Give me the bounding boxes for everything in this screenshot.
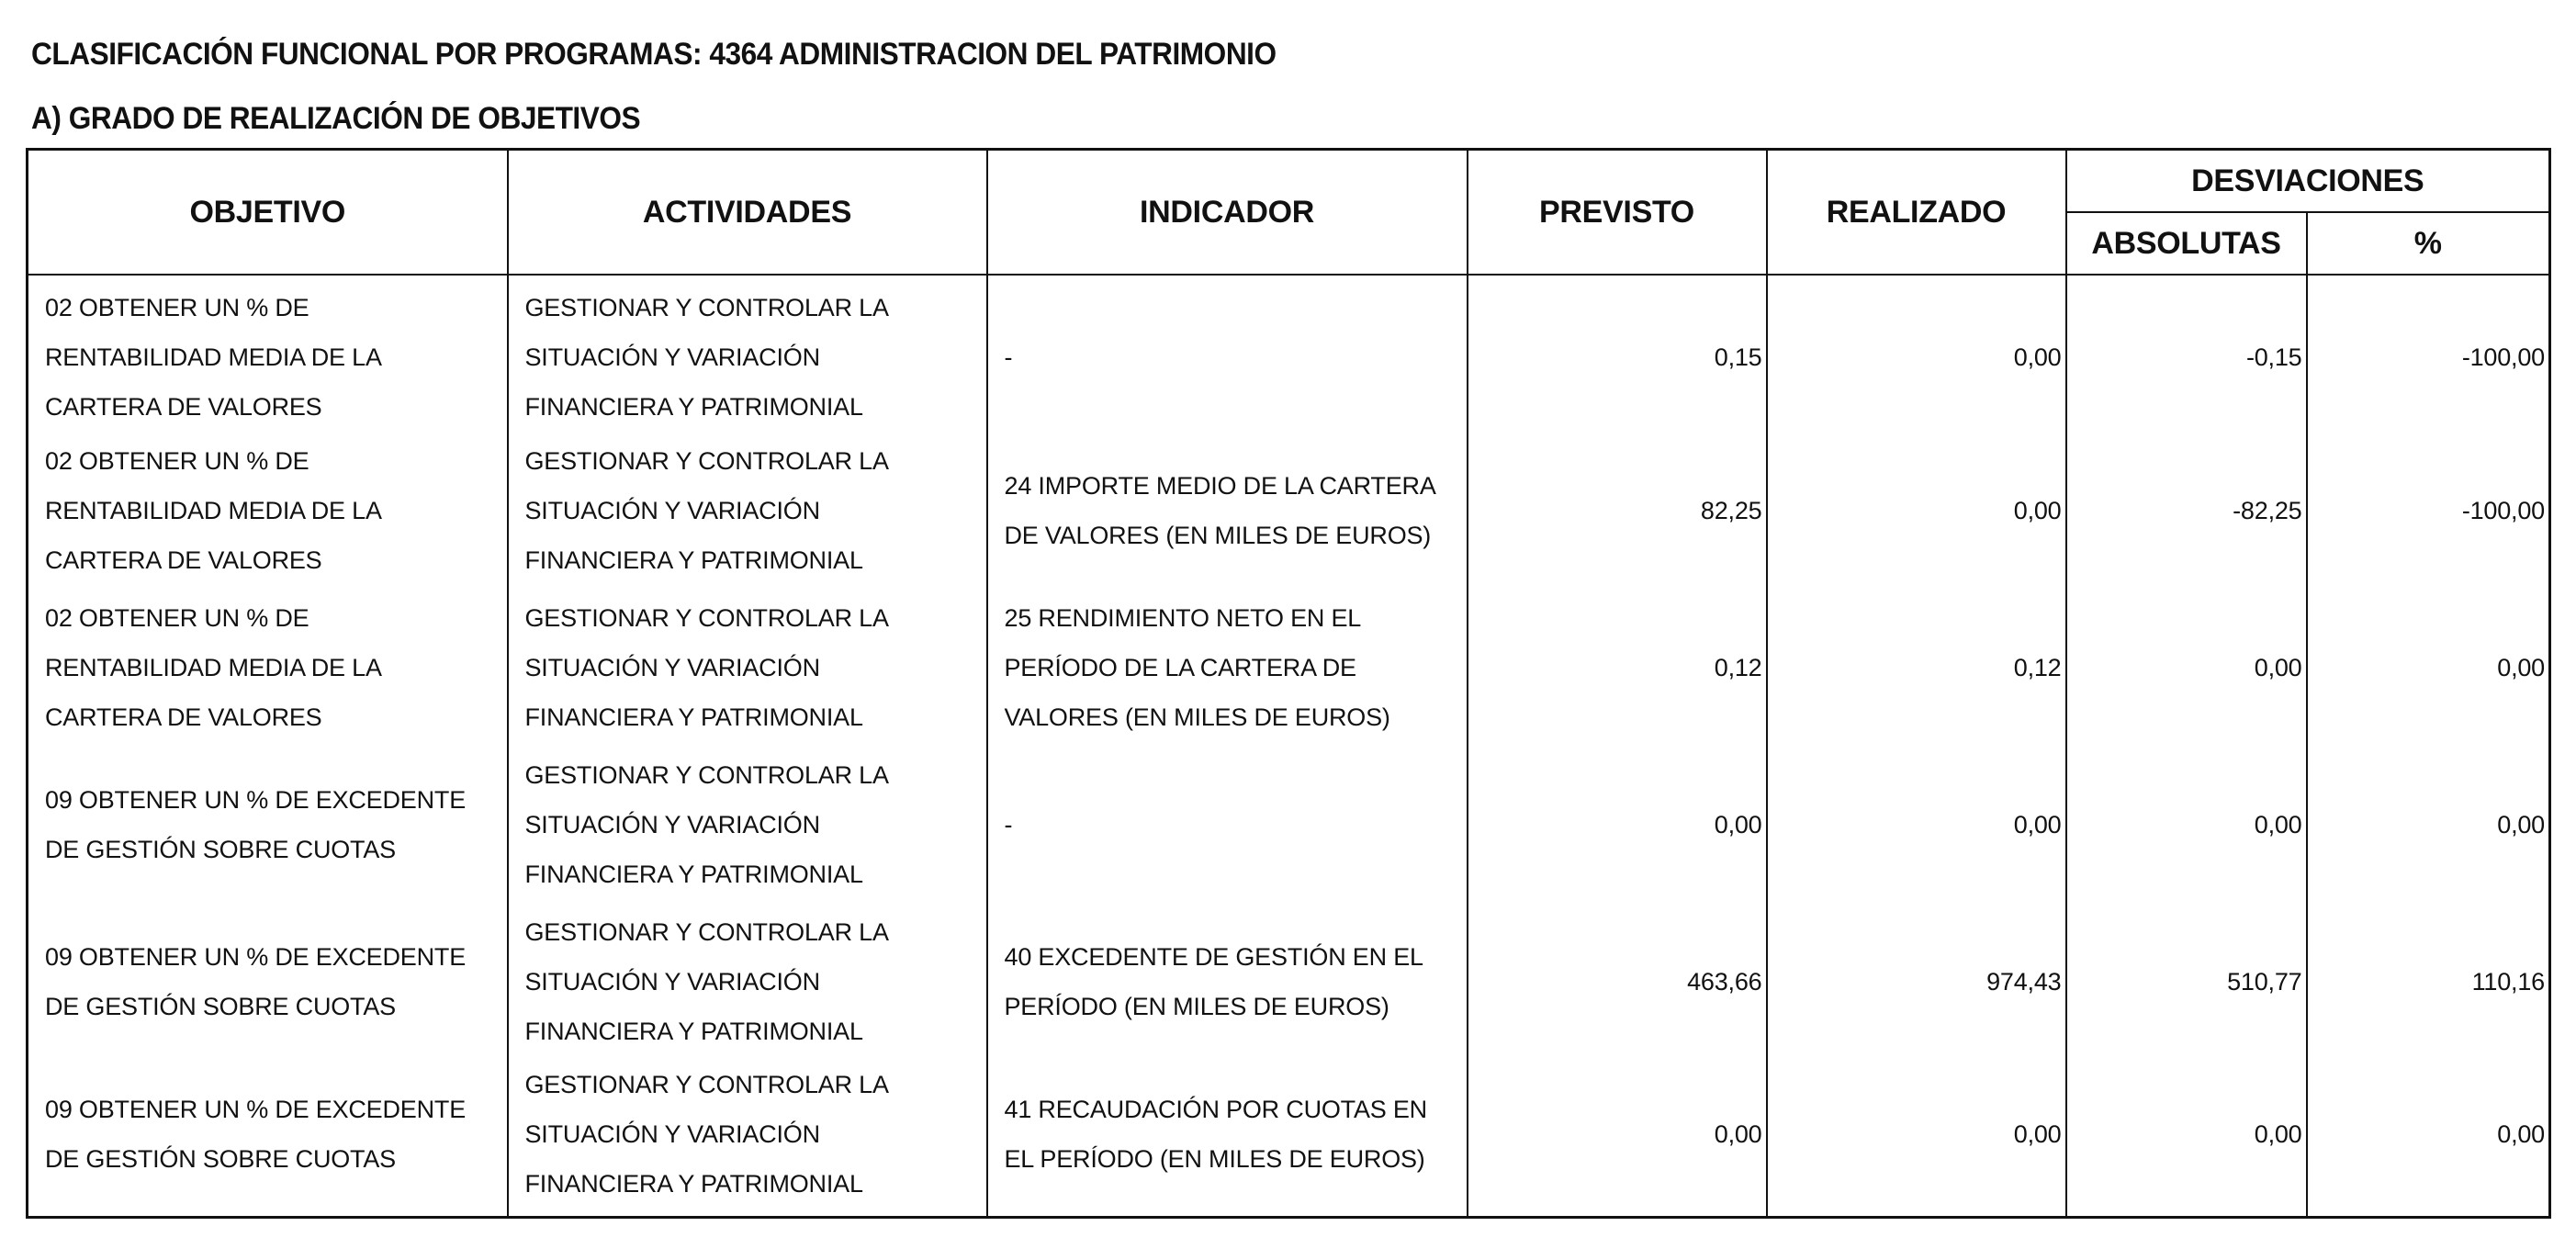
cell-realizado: 0,00 — [1767, 746, 2066, 903]
cell-absolutas: 510,77 — [2066, 903, 2307, 1060]
header-indicador: INDICADOR — [987, 150, 1468, 276]
header-realizado: REALIZADO — [1767, 150, 2066, 276]
cell-realizado: 0,12 — [1767, 589, 2066, 746]
header-actividades: ACTIVIDADES — [508, 150, 987, 276]
cell-actividades: GESTIONAR Y CONTROLAR LA SITUACIÓN Y VARIACIÓN FINANCIERA Y PATRIMONIAL — [508, 746, 987, 903]
table-header-row — [28, 150, 2550, 213]
cell-indicador: - — [987, 275, 1468, 432]
page-title: CLASIFICACIÓN FUNCIONAL POR PROGRAMAS: 4364 ADMINISTRACION DEL PATRIMONIO — [31, 37, 1277, 72]
cell-objetivo: 09 OBTENER UN % DE EXCEDENTE DE GESTIÓN SOBRE CUOTAS — [28, 1060, 508, 1218]
cell-realizado: 0,00 — [1767, 275, 2066, 432]
cell-absolutas: 0,00 — [2066, 1060, 2307, 1218]
cell-actividades: GESTIONAR Y CONTROLAR LA SITUACIÓN Y VARIACIÓN FINANCIERA Y PATRIMONIAL — [508, 589, 987, 746]
header-previsto: PREVISTO — [1468, 150, 1767, 276]
table-row — [28, 589, 2550, 746]
cell-indicador: - — [987, 746, 1468, 903]
cell-previsto: 463,66 — [1468, 903, 1767, 1060]
cell-actividades: GESTIONAR Y CONTROLAR LA SITUACIÓN Y VARIACIÓN FINANCIERA Y PATRIMONIAL — [508, 432, 987, 589]
header-porcentaje: % — [2307, 212, 2550, 275]
cell-indicador: 25 RENDIMIENTO NETO EN EL PERÍODO DE LA CARTERA DE VALORES (EN MILES DE EUROS) — [987, 589, 1468, 746]
cell-porcentaje: 0,00 — [2307, 1060, 2550, 1218]
table-row — [28, 275, 2550, 432]
cell-objetivo: 02 OBTENER UN % DE RENTABILIDAD MEDIA DE LA CARTERA DE VALORES — [28, 589, 508, 746]
header-desviaciones: DESVIACIONES — [2066, 150, 2550, 213]
cell-objetivo: 02 OBTENER UN % DE RENTABILIDAD MEDIA DE LA CARTERA DE VALORES — [28, 432, 508, 589]
cell-previsto: 82,25 — [1468, 432, 1767, 589]
cell-porcentaje: -100,00 — [2307, 275, 2550, 432]
cell-porcentaje: 0,00 — [2307, 746, 2550, 903]
header-objetivo: OBJETIVO — [28, 150, 508, 276]
table-row — [28, 746, 2550, 903]
header-absolutas: ABSOLUTAS — [2066, 212, 2307, 275]
cell-realizado: 974,43 — [1767, 903, 2066, 1060]
cell-previsto: 0,15 — [1468, 275, 1767, 432]
cell-absolutas: 0,00 — [2066, 589, 2307, 746]
cell-absolutas: 0,00 — [2066, 746, 2307, 903]
cell-actividades: GESTIONAR Y CONTROLAR LA SITUACIÓN Y VARIACIÓN FINANCIERA Y PATRIMONIAL — [508, 903, 987, 1060]
cell-previsto: 0,00 — [1468, 1060, 1767, 1218]
cell-actividades: GESTIONAR Y CONTROLAR LA SITUACIÓN Y VARIACIÓN FINANCIERA Y PATRIMONIAL — [508, 1060, 987, 1218]
cell-previsto: 0,00 — [1468, 746, 1767, 903]
cell-indicador: 24 IMPORTE MEDIO DE LA CARTERA DE VALORES (EN MILES DE EUROS) — [987, 432, 1468, 589]
objectives-table — [26, 148, 2551, 1219]
cell-absolutas: -0,15 — [2066, 275, 2307, 432]
cell-previsto: 0,12 — [1468, 589, 1767, 746]
cell-indicador: 40 EXCEDENTE DE GESTIÓN EN EL PERÍODO (EN MILES DE EUROS) — [987, 903, 1468, 1060]
cell-objetivo: 02 OBTENER UN % DE RENTABILIDAD MEDIA DE LA CARTERA DE VALORES — [28, 275, 508, 432]
cell-porcentaje: 0,00 — [2307, 589, 2550, 746]
table-row — [28, 432, 2550, 589]
cell-objetivo: 09 OBTENER UN % DE EXCEDENTE DE GESTIÓN SOBRE CUOTAS — [28, 746, 508, 903]
cell-objetivo: 09 OBTENER UN % DE EXCEDENTE DE GESTIÓN SOBRE CUOTAS — [28, 903, 508, 1060]
cell-realizado: 0,00 — [1767, 432, 2066, 589]
cell-actividades: GESTIONAR Y CONTROLAR LA SITUACIÓN Y VARIACIÓN FINANCIERA Y PATRIMONIAL — [508, 275, 987, 432]
cell-absolutas: -82,25 — [2066, 432, 2307, 589]
cell-indicador: 41 RECAUDACIÓN POR CUOTAS EN EL PERÍODO (EN MILES DE EUROS) — [987, 1060, 1468, 1218]
cell-porcentaje: -100,00 — [2307, 432, 2550, 589]
section-title: A) GRADO DE REALIZACIÓN DE OBJETIVOS — [31, 101, 641, 136]
table-row — [28, 903, 2550, 1060]
cell-realizado: 0,00 — [1767, 1060, 2066, 1218]
table-row — [28, 1060, 2550, 1218]
cell-porcentaje: 110,16 — [2307, 903, 2550, 1060]
